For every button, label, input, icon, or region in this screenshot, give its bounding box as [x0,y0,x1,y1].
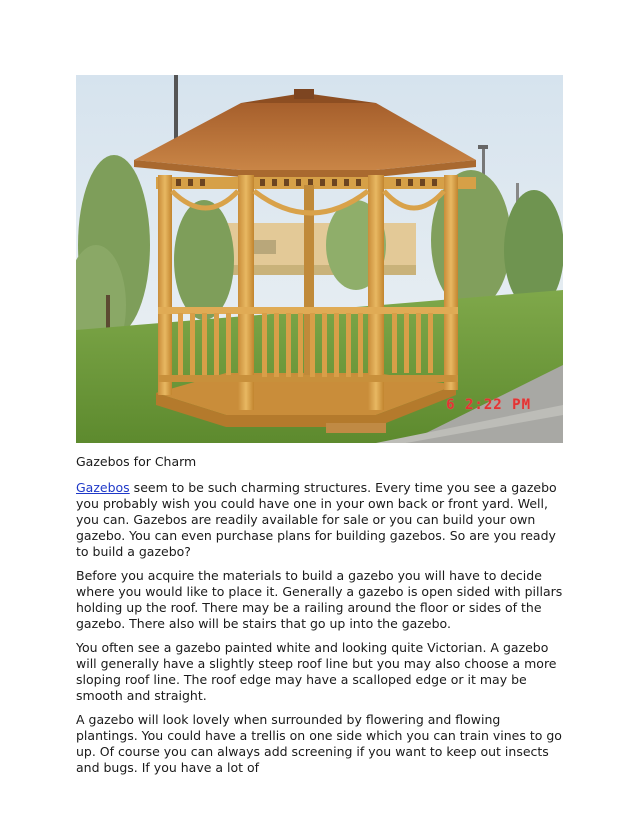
intro-paragraph-text: seem to be such charming structures. Every time you see a gazebo you probably wish you could have one in your own back or front yard. Well, you can. Gazebos are readily available for sale or you can build your own gazebo. You can even purchase plans for building gazebos. So are you ready to build a gazebo? [76,480,557,559]
paragraph-style: You often see a gazebo painted white and looking quite Victorian. A gazebo will generally have a slightly steep roof line but you may also choose a more sloping roof line. The roof edge may have a scalloped edge or it may be smooth and straight. [76,640,557,703]
photo-timestamp: 6 2:22 PM [446,397,531,413]
intro-paragraph [76,480,563,560]
article-body [76,454,563,784]
paragraph-plantings: A gazebo will look lovely when surrounded by flowering and flowing plantings. You could have a trellis on one side which you can train vines to go up. Of course you can always add screening if you want to keep out insects and bugs. If you have a lot of [76,712,562,775]
gazebos-link[interactable]: Gazebos [76,480,130,495]
gazebo-illustration [76,75,563,443]
gazebo-photo [76,75,563,443]
article-title: Gazebos for Charm [76,454,197,469]
paragraph-placement: Before you acquire the materials to build a gazebo you will have to decide where you would like to place it. Generally a gazebo is open sided with pillars holding up the roof. There may be a railing around the floor or sides of the gazebo. There also will be stairs that go up into the gazebo. [76,568,563,631]
